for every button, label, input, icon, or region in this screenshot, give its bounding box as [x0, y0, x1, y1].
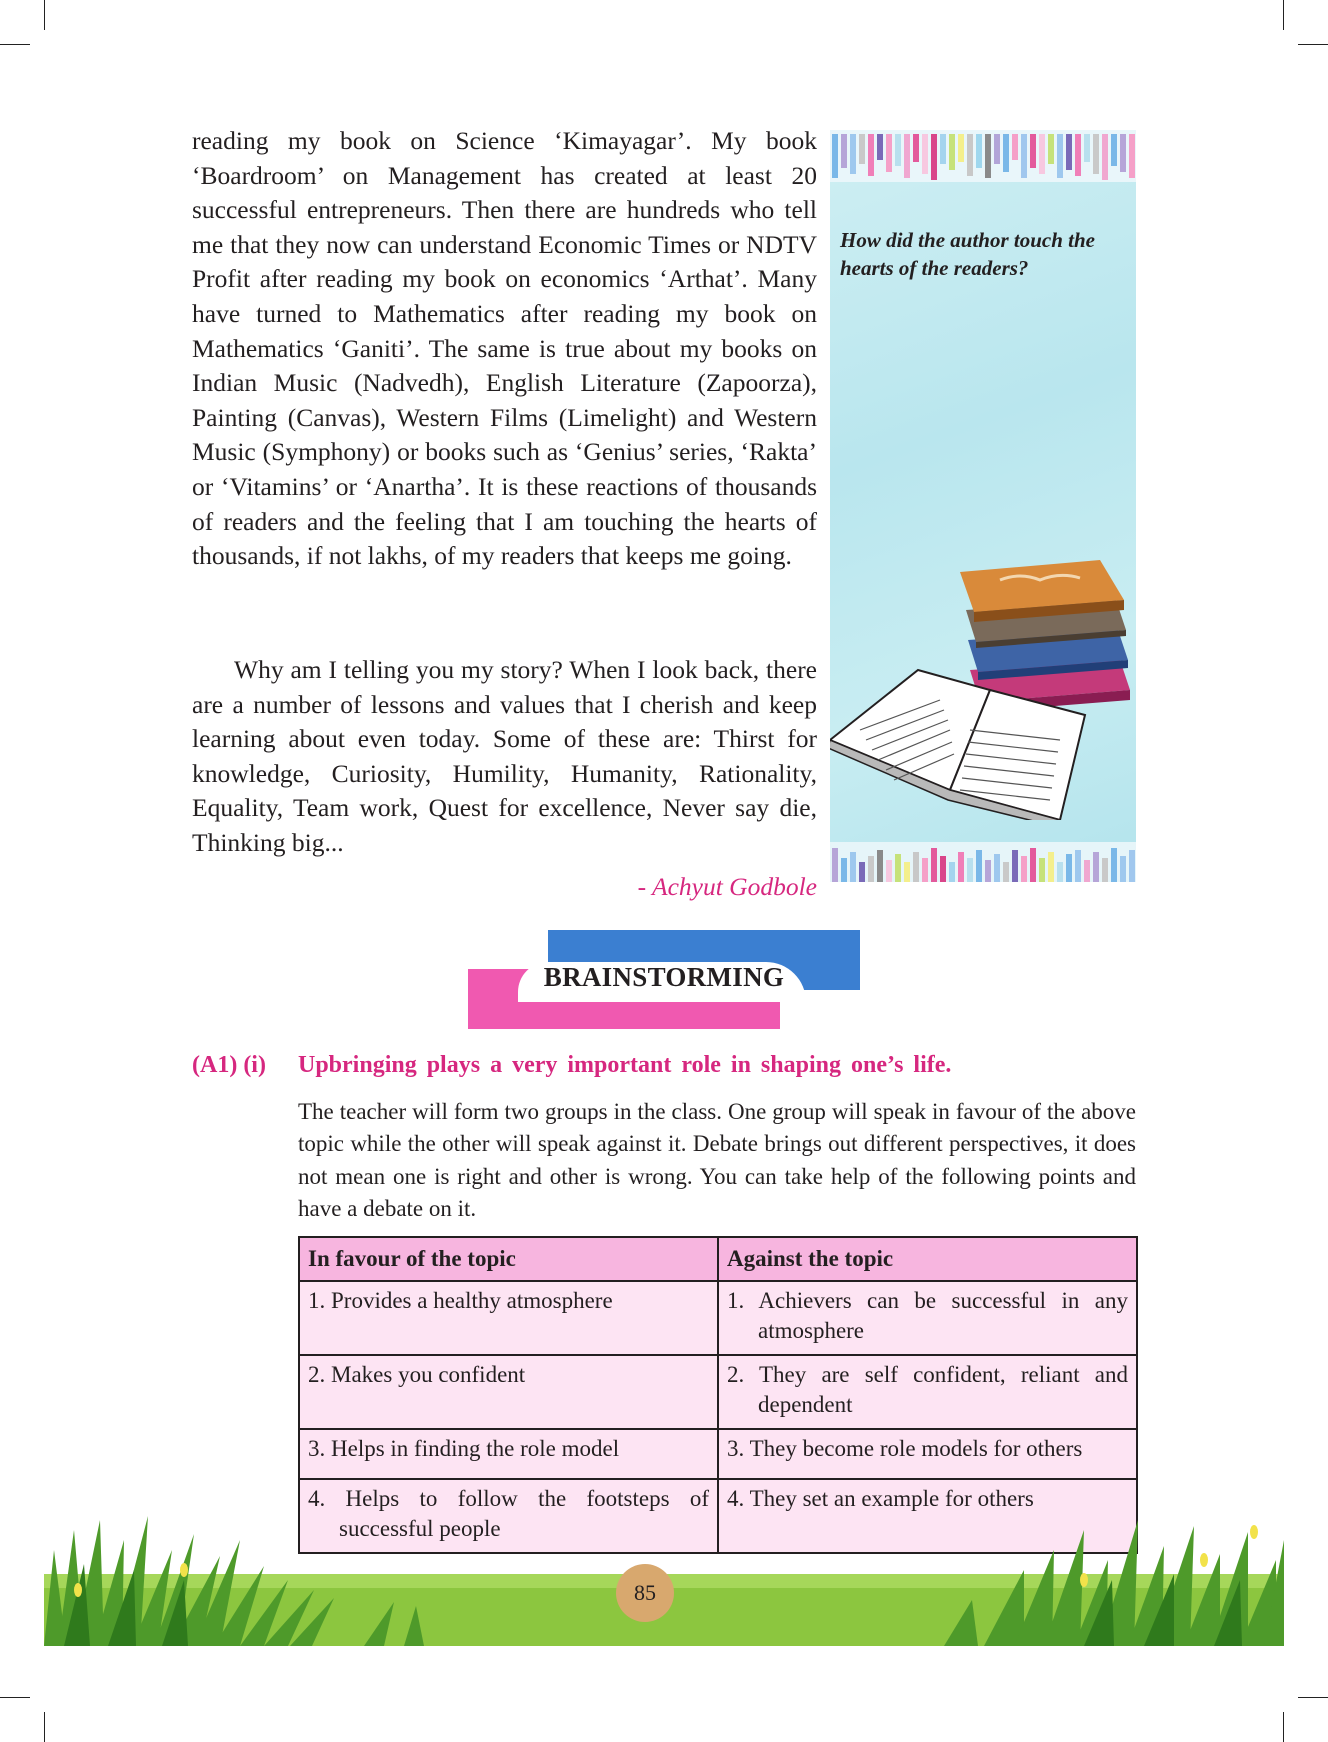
crop-mark [0, 44, 30, 45]
books-illustration-icon [830, 560, 1136, 820]
table-row [299, 1429, 1137, 1479]
crop-mark [1298, 1697, 1328, 1698]
table-cell-favour [299, 1281, 718, 1355]
author-signature: - Achyut Godbole [637, 872, 817, 901]
crop-mark [44, 1712, 45, 1742]
crop-mark [1283, 0, 1284, 30]
table-row [299, 1281, 1137, 1355]
passage-paragraph-1: reading my book on Science ‘Kimayagar’. My book ‘Boardroom’ on Management has created at least 20 successful entrepreneurs. Then there are hundreds who tell me that they now can understand Economic Times or NDTV Profit after reading my book on economics ‘Arthat’. Many have turned to Mathematics after reading my book on Mathematics ‘Ganiti’. The same is true about my books on Indian Music (Nadvedh), English Literature (Zapoorza), Painting (Canvas), Western Films (Limelight) and Western Music (Symphony) or books such as ‘Genius’ series, ‘Rakta’ or ‘Vitamins’ or ‘Anartha’. It is these reactions of thousands of readers and the feeling that I am touching the hearts of thousands, if not lakhs, of my readers that keeps me going. [192, 126, 817, 571]
favour-point: 1. Provides a healthy atmosphere [308, 1288, 613, 1313]
sidebar-question-panel [830, 130, 1136, 882]
passage-paragraph-2: Why am I telling you my story? When I look back, there are a number of lessons and values that I cherish and keep learning about even today. Some of these are: Thirst for knowledge, Curiosity, Humility, Humanity, Rationality, Equality, Team work, Quest for excellence, Never say die, Thinking big... [192, 655, 817, 857]
table-row [299, 1355, 1137, 1429]
table-cell-favour [299, 1355, 718, 1429]
crop-mark [0, 1697, 30, 1698]
favour-point: 3. Helps in finding the role model [308, 1436, 620, 1461]
crop-mark [1298, 44, 1328, 45]
against-point: 3. They become role models for others [727, 1436, 1083, 1461]
activity-title: Upbringing plays a very important role in shaping one’s life. [298, 1052, 952, 1078]
table-cell-against [718, 1355, 1137, 1429]
table-cell-against [718, 1281, 1137, 1355]
against-point: 2. They are self confident, reliant and dependent [727, 1362, 1128, 1417]
debate-table [298, 1236, 1138, 1554]
activity-label: (A1) (i) [192, 1052, 266, 1078]
column-header-favour: In favour of the topic [299, 1237, 718, 1281]
sidebar-question: How did the author touch the hearts of the readers? [840, 228, 1095, 280]
favour-point: 2. Makes you confident [308, 1362, 526, 1387]
against-point: 1. Achievers can be successful in any atmosphere [727, 1288, 1128, 1343]
favour-point: 4. Helps to follow the footsteps of successful people [308, 1486, 709, 1541]
table-cell-favour [299, 1429, 718, 1479]
table-header-row [299, 1237, 1137, 1281]
against-point: 4. They set an example for others [727, 1486, 1034, 1511]
table-cell-against [718, 1429, 1137, 1479]
decorative-stripes-icon [830, 842, 1136, 882]
activity-instructions: The teacher will form two groups in the class. One group will speak in favour of the above topic while the other will speak against it. Debate brings out different perspectives, it does not mean one is right and other is wrong. You can take help of the following points and have a debate on it. [298, 1099, 1136, 1222]
crop-mark [44, 0, 45, 30]
crop-mark [1283, 1712, 1284, 1742]
column-header-against: Against the topic [718, 1237, 1137, 1281]
decorative-stripes-icon [830, 130, 1136, 182]
page-number: 85 [616, 1564, 674, 1622]
section-title: BRAINSTORMING [543, 962, 785, 992]
